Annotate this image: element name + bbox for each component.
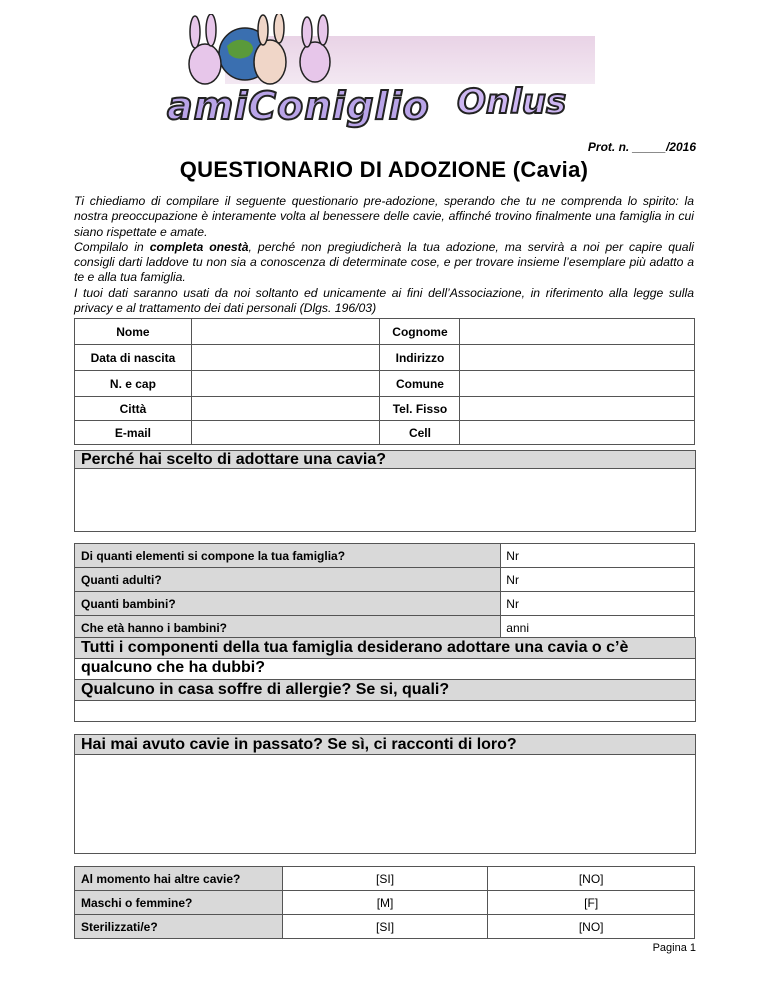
label-indirizzo: Indirizzo [380, 345, 460, 371]
page-title: QUESTIONARIO DI ADOZIONE (Cavia) [179, 157, 589, 182]
table-row [75, 915, 695, 939]
table-row [75, 568, 695, 592]
table-row [75, 891, 695, 915]
nome-field[interactable] [191, 319, 380, 345]
intro-p2-a: Compilalo in [74, 239, 150, 254]
family-q3: Quanti bambini? [75, 592, 501, 616]
other-q1: Al momento hai altre cavie? [75, 867, 283, 891]
doubts-question: Tutti i componenti della tua famiglia desiderano adottare una cavia o c’è qualcuno che ha dubbi? [75, 638, 695, 659]
family-q2: Quanti adulti? [75, 568, 501, 592]
label-data-nascita: Data di nascita [75, 345, 192, 371]
page-number: Pagina 1 [652, 942, 696, 954]
why-answer-area[interactable] [75, 469, 695, 531]
table-row [75, 345, 695, 371]
intro-paragraph-3: I tuoi dati saranno usati da noi soltanto ed unicamente ai fini dell’Associazione, in riferimento alla legge sulla privacy e al trattamento dei dati personali (Dlgs. 196/03) [74, 285, 694, 316]
past-cavie-section [74, 734, 696, 854]
why-question: Perché hai scelto di adottare una cavia? [75, 451, 695, 469]
label-email: E-mail [75, 421, 192, 445]
other-q3-option-b[interactable]: [NO] [488, 915, 695, 939]
intro-paragraph-1: Ti chiediamo di compilare il seguente questionario pre-adozione, sperando che tu ne comprenda lo spirito: la nostra preoccupazione è interamente volta al benessere delle cavie, affinché trovino finalmente una famiglia in cui siano rispettate e amate. [74, 194, 694, 239]
rabbits-globe-icon [165, 14, 365, 94]
logo-text: amiConiglio [167, 84, 430, 128]
logo [165, 14, 595, 128]
cap-field[interactable] [191, 371, 380, 397]
comune-field[interactable] [460, 371, 695, 397]
table-row [75, 616, 695, 640]
intro-p2-c: , perché non pregiudicherà la tua adozione, ma servirà a noi per capire quali consigli darti laddove tu non sia a conoscenza di determinate cose, e per trovare insieme l’esemplare più adatto a te e alla tua famiglia. [74, 239, 694, 285]
family-a1[interactable]: Nr [501, 544, 695, 568]
intro-text [74, 194, 694, 316]
personal-data-table [74, 318, 695, 445]
tel-fisso-field[interactable] [460, 397, 695, 421]
other-q2-option-a[interactable]: [M] [282, 891, 488, 915]
why-section [74, 450, 696, 532]
label-tel-fisso: Tel. Fisso [380, 397, 460, 421]
allergies-answer[interactable] [75, 701, 695, 720]
past-cavie-answer[interactable] [75, 755, 695, 852]
label-nome: Nome [75, 319, 192, 345]
table-row [75, 544, 695, 568]
label-cap: N. e cap [75, 371, 192, 397]
family-table [74, 543, 695, 640]
family-q4: Che età hanno i bambini? [75, 616, 501, 640]
table-row [75, 592, 695, 616]
protocol-number: Prot. n. _____/2016 [587, 140, 696, 154]
email-field[interactable] [191, 421, 380, 445]
family-a2[interactable]: Nr [501, 568, 695, 592]
past-cavie-question: Hai mai avuto cavie in passato? Se sì, ci racconti di loro? [75, 735, 695, 755]
family-doubts-section [74, 637, 696, 722]
other-q2: Maschi o femmine? [75, 891, 283, 915]
table-row [75, 319, 695, 345]
table-row [75, 371, 695, 397]
table-row [75, 397, 695, 421]
data-nascita-field[interactable] [191, 345, 380, 371]
table-row [75, 421, 695, 445]
label-cognome: Cognome [380, 319, 460, 345]
other-q3: Sterilizzati/e? [75, 915, 283, 939]
intro-p2-bold: completa onestà [149, 239, 249, 254]
other-q1-option-b[interactable]: [NO] [488, 867, 695, 891]
intro-paragraph-2 [74, 240, 694, 286]
indirizzo-field[interactable] [460, 345, 695, 371]
label-cell: Cell [380, 421, 460, 445]
cell-field[interactable] [460, 421, 695, 445]
other-q3-option-a[interactable]: [SI] [282, 915, 488, 939]
family-a4[interactable]: anni [501, 616, 695, 640]
logo-onlus: Onlus [457, 82, 567, 122]
other-q1-option-a[interactable]: [SI] [282, 867, 488, 891]
other-q2-option-b[interactable]: [F] [488, 891, 695, 915]
other-cavie-table [74, 866, 695, 939]
family-a3[interactable]: Nr [501, 592, 695, 616]
allergies-question: Qualcuno in casa soffre di allergie? Se si, quali? [75, 680, 695, 701]
label-citta: Città [75, 397, 192, 421]
cognome-field[interactable] [460, 319, 695, 345]
table-row [75, 867, 695, 891]
label-comune: Comune [380, 371, 460, 397]
citta-field[interactable] [191, 397, 380, 421]
family-q1: Di quanti elementi si compone la tua famiglia? [75, 544, 501, 568]
